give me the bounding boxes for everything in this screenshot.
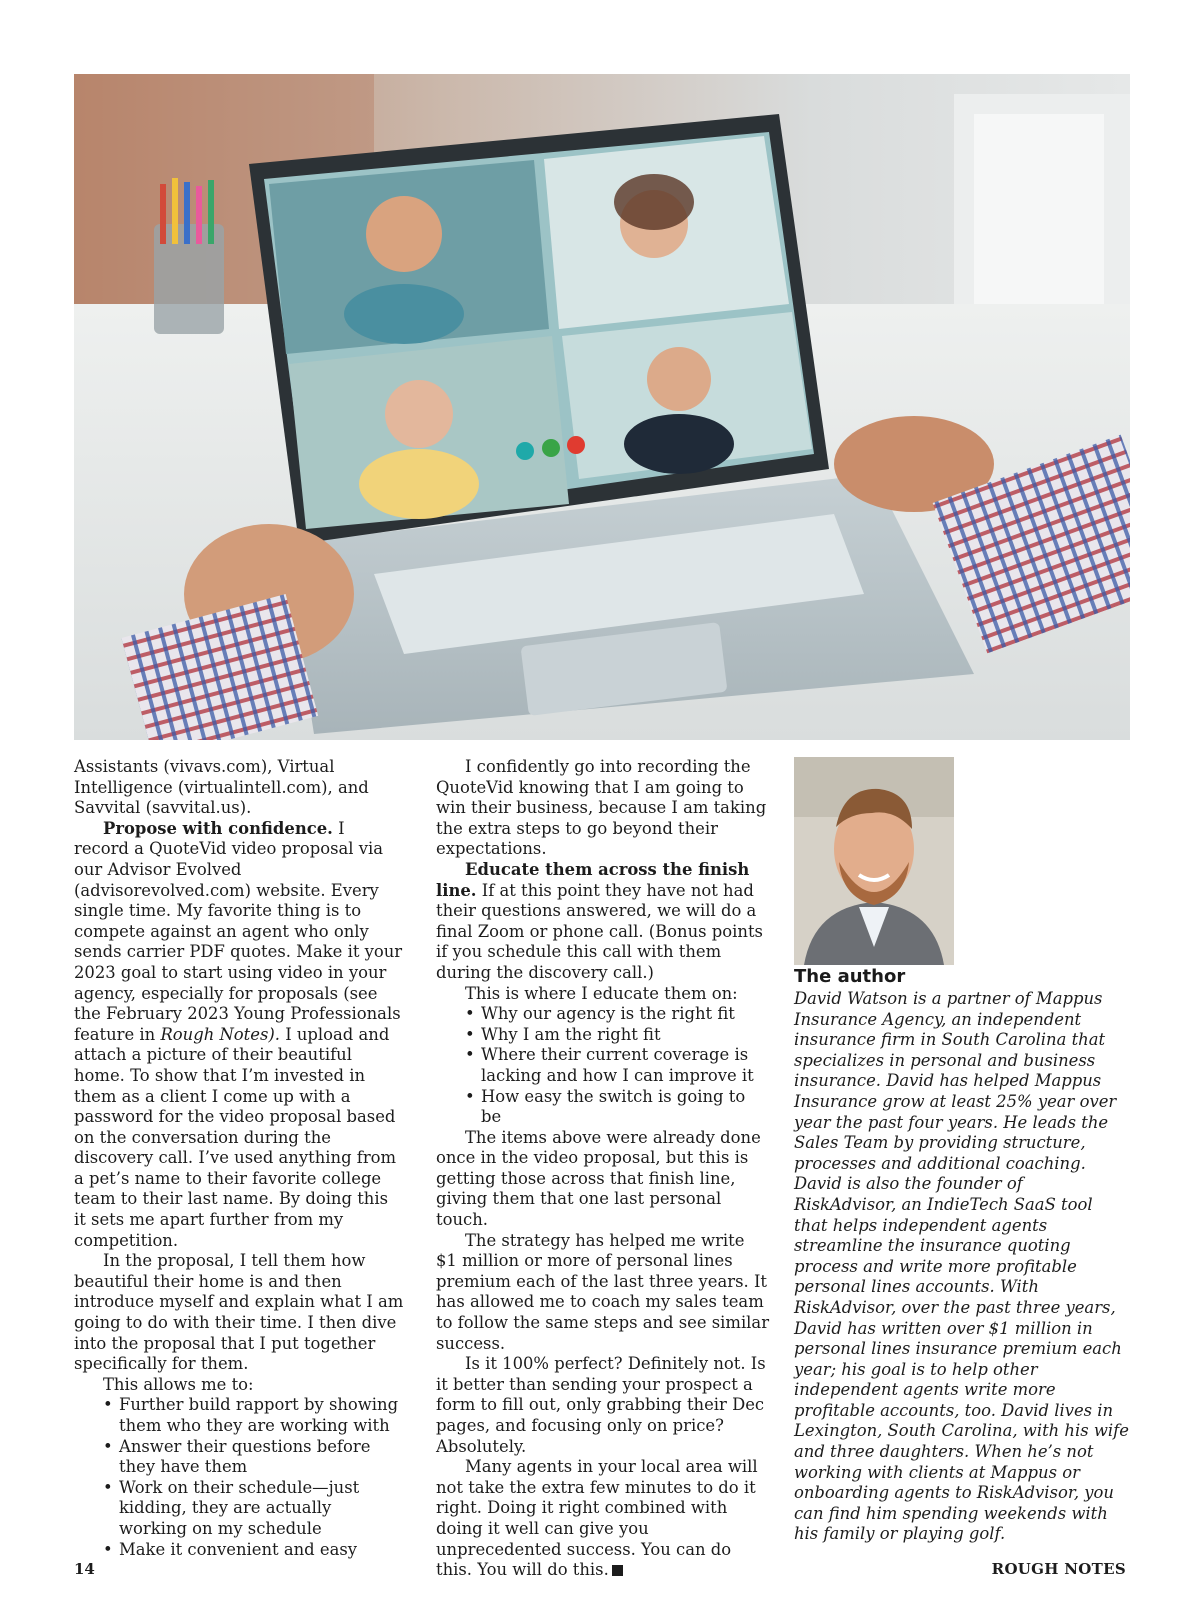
col1-p2-text-b: I upload and attach a picture of their beautiful home. To show that I’m invested in them as a client I come up with a password for the video proposal based on the conversation during the discovery call. I’ve used anything from a pet’s name to their favorite college team to their last name. By doing this it sets me apart further from my competition. <box>74 1024 397 1250</box>
column-1 <box>74 757 404 1560</box>
col2-bullet-list <box>436 1004 770 1128</box>
col1-p2-italic: Rough Notes). <box>160 1024 280 1044</box>
author-heading: The author <box>794 966 906 987</box>
list-item: • Further build rapport by showing them who they are working with <box>103 1395 404 1436</box>
col2-p2-text: If at this point they have not had their questions answered, we will do a final Zoom or phone call. (Bonus points if you schedule this call with them during the discovery call.) <box>436 880 763 982</box>
author-sidebar <box>794 757 1130 1545</box>
col2-paragraph-1: I confidently go into recording the QuoteVid knowing that I am going to win their business, because I am taking the extra steps to go beyond their expectations. <box>436 757 767 859</box>
list-item: • Work on their schedule—just kidding, they are actually working on my schedule <box>103 1478 404 1540</box>
end-mark-icon <box>612 1565 623 1576</box>
col1-p2-text-a: I record a QuoteVid video proposal via our Advisor Evolved (advisorevolved.com) website. Every single time. My favorite thing is to compete against an agent who only sends carrier PDF quotes. Make it your 2023 goal to start using video in your agency, especially for proposals (see the February 2023 Young Professionals feature in <box>74 818 403 1044</box>
author-bio-2: David is also the founder of RiskAdvisor, an IndieTech SaaS tool that helps independent agents streamline the insurance quoting process and write more profitable personal lines accounts. With RiskAdvisor, over the past three years, David has written over $1 million in personal lines insurance premium each year; his goal is to help other independent agents write more profitable accounts, too. David lives in Lexington, South Carolina, with his wife and three daughters. When he’s not working with clients at Mappus or onboarding agents to RiskAdvisor, you can find him spending weekends with his family or playing golf. <box>794 1174 1129 1544</box>
list-item: • Make it convenient and easy <box>103 1540 404 1561</box>
col2-p7-text: Many agents in your local area will not take the extra few minutes to do it right. Doing it right combined with doing it well can give you unprecedented success. You can do this. You will do this. <box>436 1457 758 1580</box>
author-photo <box>794 757 954 965</box>
list-item: • Why I am the right fit <box>465 1025 770 1046</box>
list-item: • How easy the switch is going to be <box>465 1087 770 1128</box>
col1-paragraph-1: Assistants (vivavs.com), Virtual Intelligence (virtualintell.com), and Savvital (savvital.us). <box>74 757 369 818</box>
publication-name: ROUGH NOTES <box>991 1560 1126 1578</box>
col2-lead-educate: Educate them across the finish line. <box>436 859 750 900</box>
col1-paragraph-4: This allows me to: <box>103 1374 254 1394</box>
col1-bullet-list <box>74 1395 404 1560</box>
col2-paragraph-4: The items above were already done once in the video proposal, but this is getting those across that finish line, giving them that one last personal touch. <box>436 1127 761 1230</box>
col2-paragraph-2 <box>436 860 770 984</box>
col1-lead-propose: Propose with confidence. <box>103 818 333 838</box>
list-item: • Answer their questions before they have them <box>103 1437 404 1478</box>
col2-paragraph-5: The strategy has helped me write $1 million or more of personal lines premium each of the last three years. It has allowed me to coach my sales team to follow the same steps and see similar success. <box>436 1230 770 1353</box>
list-item: • Why our agency is the right fit <box>465 1004 770 1025</box>
col1-paragraph-2 <box>74 819 404 1251</box>
col1-paragraph-3: In the proposal, I tell them how beautiful their home is and then introduce myself and explain what I am going to do with their time. I then dive into the proposal that I put together specifically for them. <box>74 1251 404 1374</box>
col2-paragraph-6: Is it 100% perfect? Definitely not. Is it better than sending your prospect a form to fill out, only grabbing their Dec pages, and focusing only on price? Absolutely. <box>436 1354 766 1456</box>
list-item: • Where their current coverage is lacking and how I can improve it <box>465 1045 770 1086</box>
author-bio-1: David Watson is a partner of Mappus Insurance Agency, an independent insurance firm in South Carolina that specializes in personal and business insurance. David has helped Mappus Insurance grow at least 25% year over year the past four years. He leads the Sales Team by providing structure, processes and additional coaching. <box>794 989 1117 1173</box>
col2-paragraph-3: This is where I educate them on: <box>465 983 738 1003</box>
hero-photo <box>74 74 1130 740</box>
column-2 <box>436 757 770 1581</box>
col2-paragraph-7 <box>436 1457 770 1581</box>
page-number: 14 <box>74 1560 95 1578</box>
